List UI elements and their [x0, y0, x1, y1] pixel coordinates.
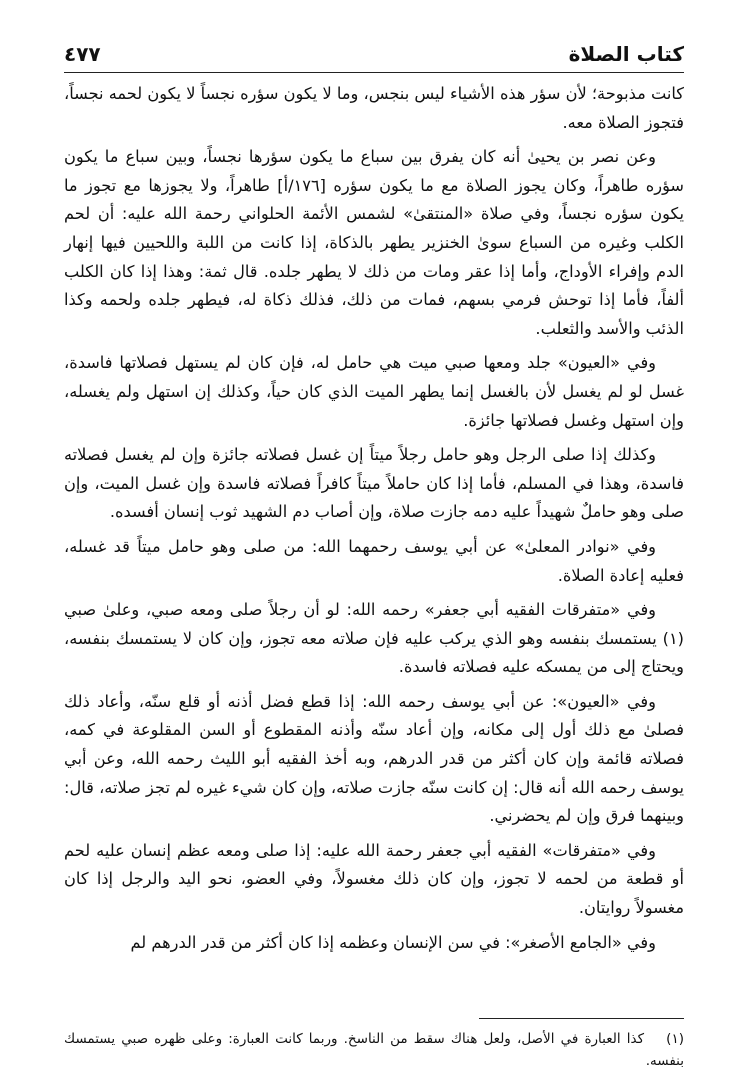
paragraph: وفي «نوادر المعلىٰ» عن أبي يوسف رحمهما الله: من صلى وهو حامل ميتاً قد غسله، فعليه إعادة الصلاة. [64, 536, 684, 585]
paragraph: وفي «متفرقات الفقيه أبي جعفر» رحمه الله: لو أن رجلاً صلى ومعه صبي، وعلىٰ صبي (١) يستمسك بنفسه وهو الذي يركب عليه فإن صلاته معه تجوز، وإن كان لا يستمسك بنفسه، ويحتاج إلى من يمسكه عليه فصلاته فاسدة. [64, 600, 684, 677]
paragraph: وفي «الجامع الأصغر»: في سن الإنسان وعظمه إذا كان أكثر من قدر الدرهم لم [130, 932, 656, 952]
footnote [64, 1028, 684, 1072]
paragraph: كانت مذبوحة؛ لأن سؤر هذه الأشياء ليس بنجس، وما لا يكون سؤره نجساً لا يكون لحمه نجساً، فتجوز الصلاة معه. [64, 84, 684, 132]
paragraph: وفي «العيون»: عن أبي يوسف رحمه الله: إذا قطع فضل أذنه أو قلع سنّه، وأعاد ذلك فصلىٰ مع ذلك أول إلى مكانه، وإن أعاد سنّه وأذنه المقطوع أو السن المقلوعة في كمه، فصلاته قائمة وإن كان أكثر من قدر الدرهم، وبه أخذ الفقيه أبو الليث رحمه الله، وعن أبي يوسف رحمه الله أنه قال: إن كانت سنّه جازت صلاته، وإن كان شيء غيره لم تجز صلاته، قال: وبينهما فرق وإن لم يحضرني. [64, 691, 684, 826]
paragraph: وكذلك إذا صلى الرجل وهو حامل رجلاً ميتاً إن غسل فصلاته جائزة وإن لم يغسل فصلاته فاسدة، وهذا في المسلم، فأما إذا كان حاملاً ميتاً كافراً فصلاته فاسدة وإن غسل الميت، وإن صلى وهو حاملٌ شهيداً عليه دمه جازت صلاة، وإن أصاب دم الشهيد ثوب إنسان أفسده. [64, 445, 684, 522]
paragraph: وفي «متفرقات» الفقيه أبي جعفر رحمة الله عليه: إذا صلى ومعه عظم إنسان عليه لحم أو قطعة من لحمه لا تجوز، وإن كان ذلك مغسولاً، وفي العضو، نحو اليد والرجل إذا كان مغسولاً روايتان. [64, 840, 684, 918]
book-page [64, 30, 684, 1070]
footnote-separator [479, 1018, 684, 1019]
page-number: ٤٧٧ [64, 42, 101, 66]
chapter-title: كتاب الصلاة [568, 42, 684, 66]
footnote-text: كذا العبارة في الأصل، ولعل هناك سقط من الناسخ. وربما كانت العبارة: وعلى ظهره صبي يستمسك بنفسه. [64, 1031, 684, 1069]
header-rule [64, 72, 684, 73]
running-header [64, 36, 684, 66]
main-text [64, 80, 684, 963]
paragraph: وعن نصر بن يحيىٰ أنه كان يفرق بين سباع ما يكون سؤرها نجساً، وبين سباع ما يكون سؤره طاهراً، وكان يجوز الصلاة مع ما يكون سؤره [١٧٦/أ] طاهراً، ولا يجوزها مع تجوز ما يكون سؤره نجساً، وفي صلاة «المنتقىٰ» لشمس الأئمة الحلواني رحمة الله عليه: أن لحم الكلب وغيره من السباع سوىٰ الخنزير يطهر بالذكاة، إذا كانت من اللبة واللحيين فيها إنهار الدم وإفراء الأوداج، وأما إذا عقر ومات من ذلك لا يطهر جلده. قال ثمة: وهذا إذا كان الكلب ألفاً، فأما إذا توحش فرمي بسهم، فمات من ذلك، فذلك ذكاة له، فيطهر جلده ولحمه وكذا الذئب والأسد والثعلب. [64, 147, 685, 338]
footnote-number: (١) [666, 1031, 684, 1047]
paragraph: وفي «العيون» جلد ومعها صبي ميت هي حامل له، فإن كان لم يستهل فصلاتها فاسدة، غسل لو لم يغسل لأن بالغسل إنما يطهر الميت الذي كان حياً، وكذلك إن استهل ولم يغسله، وإن استهل وغسل فصلاتها جائزة. [64, 353, 684, 430]
